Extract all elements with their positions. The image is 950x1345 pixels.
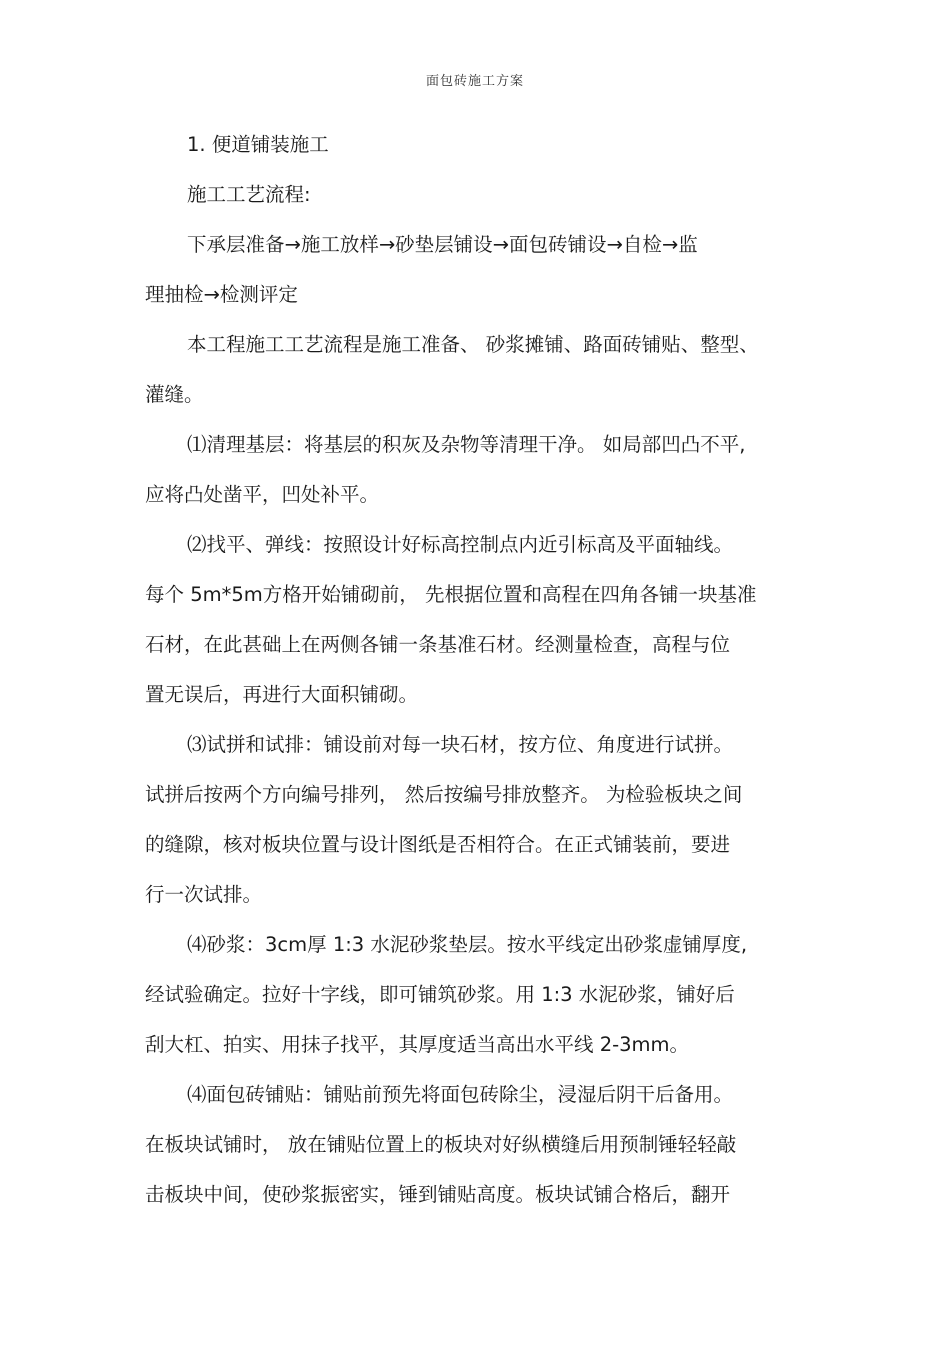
text-line: ⑷面包砖铺贴：铺贴前预先将面包砖除尘，浸湿后阴干后备用。 (187, 1083, 734, 1106)
text-line: 的缝隙，核对板块位置与设计图纸是否相符合。在正式铺装前，要进 (145, 833, 731, 856)
text-line: 刮大杠、拍实、用抹子找平，其厚度适当高出水平线 2-3mm。 (145, 1033, 690, 1056)
text-line: 本工程施工工艺流程是施工准备、 砂浆摊铺、路面砖铺贴、整型、 (187, 333, 759, 356)
text-line: 击板块中间，使砂浆振密实，锤到铺贴高度。板块试铺合格后，翻开 (145, 1183, 731, 1206)
text-line: ⑶试拼和试排：铺设前对每一块石材，按方位、角度进行试拼。 (187, 733, 734, 756)
text-line: ⑴清理基层：将基层的积灰及杂物等清理干净。 如局部凹凸不平, (187, 433, 746, 456)
document-body (145, 120, 805, 1220)
text-line: 在板块试铺时， 放在铺贴位置上的板块对好纵横缝后用预制锤轻轻敲 (145, 1133, 737, 1156)
text-line: 下承层准备→施工放样→砂垫层铺设→面包砖铺设→自检→监 (187, 233, 698, 256)
text-line: 灌缝。 (145, 383, 204, 406)
text-line: ⑵找平、弹线：按照设计好标高控制点内近引标高及平面轴线。 (187, 533, 734, 556)
text-line: 行一次试排。 (145, 883, 263, 906)
text-line: 经试验确定。拉好十字线，即可铺筑砂浆。用 1:3 水泥砂浆，铺好后 (145, 983, 735, 1006)
text-line: 每个 5m*5m方格开始铺砌前， 先根据位置和高程在四角各铺一块基准 (145, 583, 757, 606)
text-line: 理抽检→检测评定 (145, 283, 298, 306)
text-line: 试拼后按两个方向编号排列， 然后按编号排放整齐。 为检验板块之间 (145, 783, 743, 806)
text-line: 置无误后，再进行大面积铺砌。 (145, 683, 419, 706)
running-header: 面包砖施工方案 (425, 74, 524, 89)
text-line: 1. 便道铺装施工 (187, 133, 329, 156)
text-line: ⑷砂浆：3cm厚 1:3 水泥砂浆垫层。按水平线定出砂浆虚铺厚度, (187, 933, 748, 956)
text-line: 应将凸处凿平，凹处补平。 (145, 483, 380, 506)
text-line: 施工工艺流程: (187, 183, 311, 206)
text-line: 石材，在此甚础上在两侧各铺一条基准石材。经测量检查，高程与位 (145, 633, 731, 656)
